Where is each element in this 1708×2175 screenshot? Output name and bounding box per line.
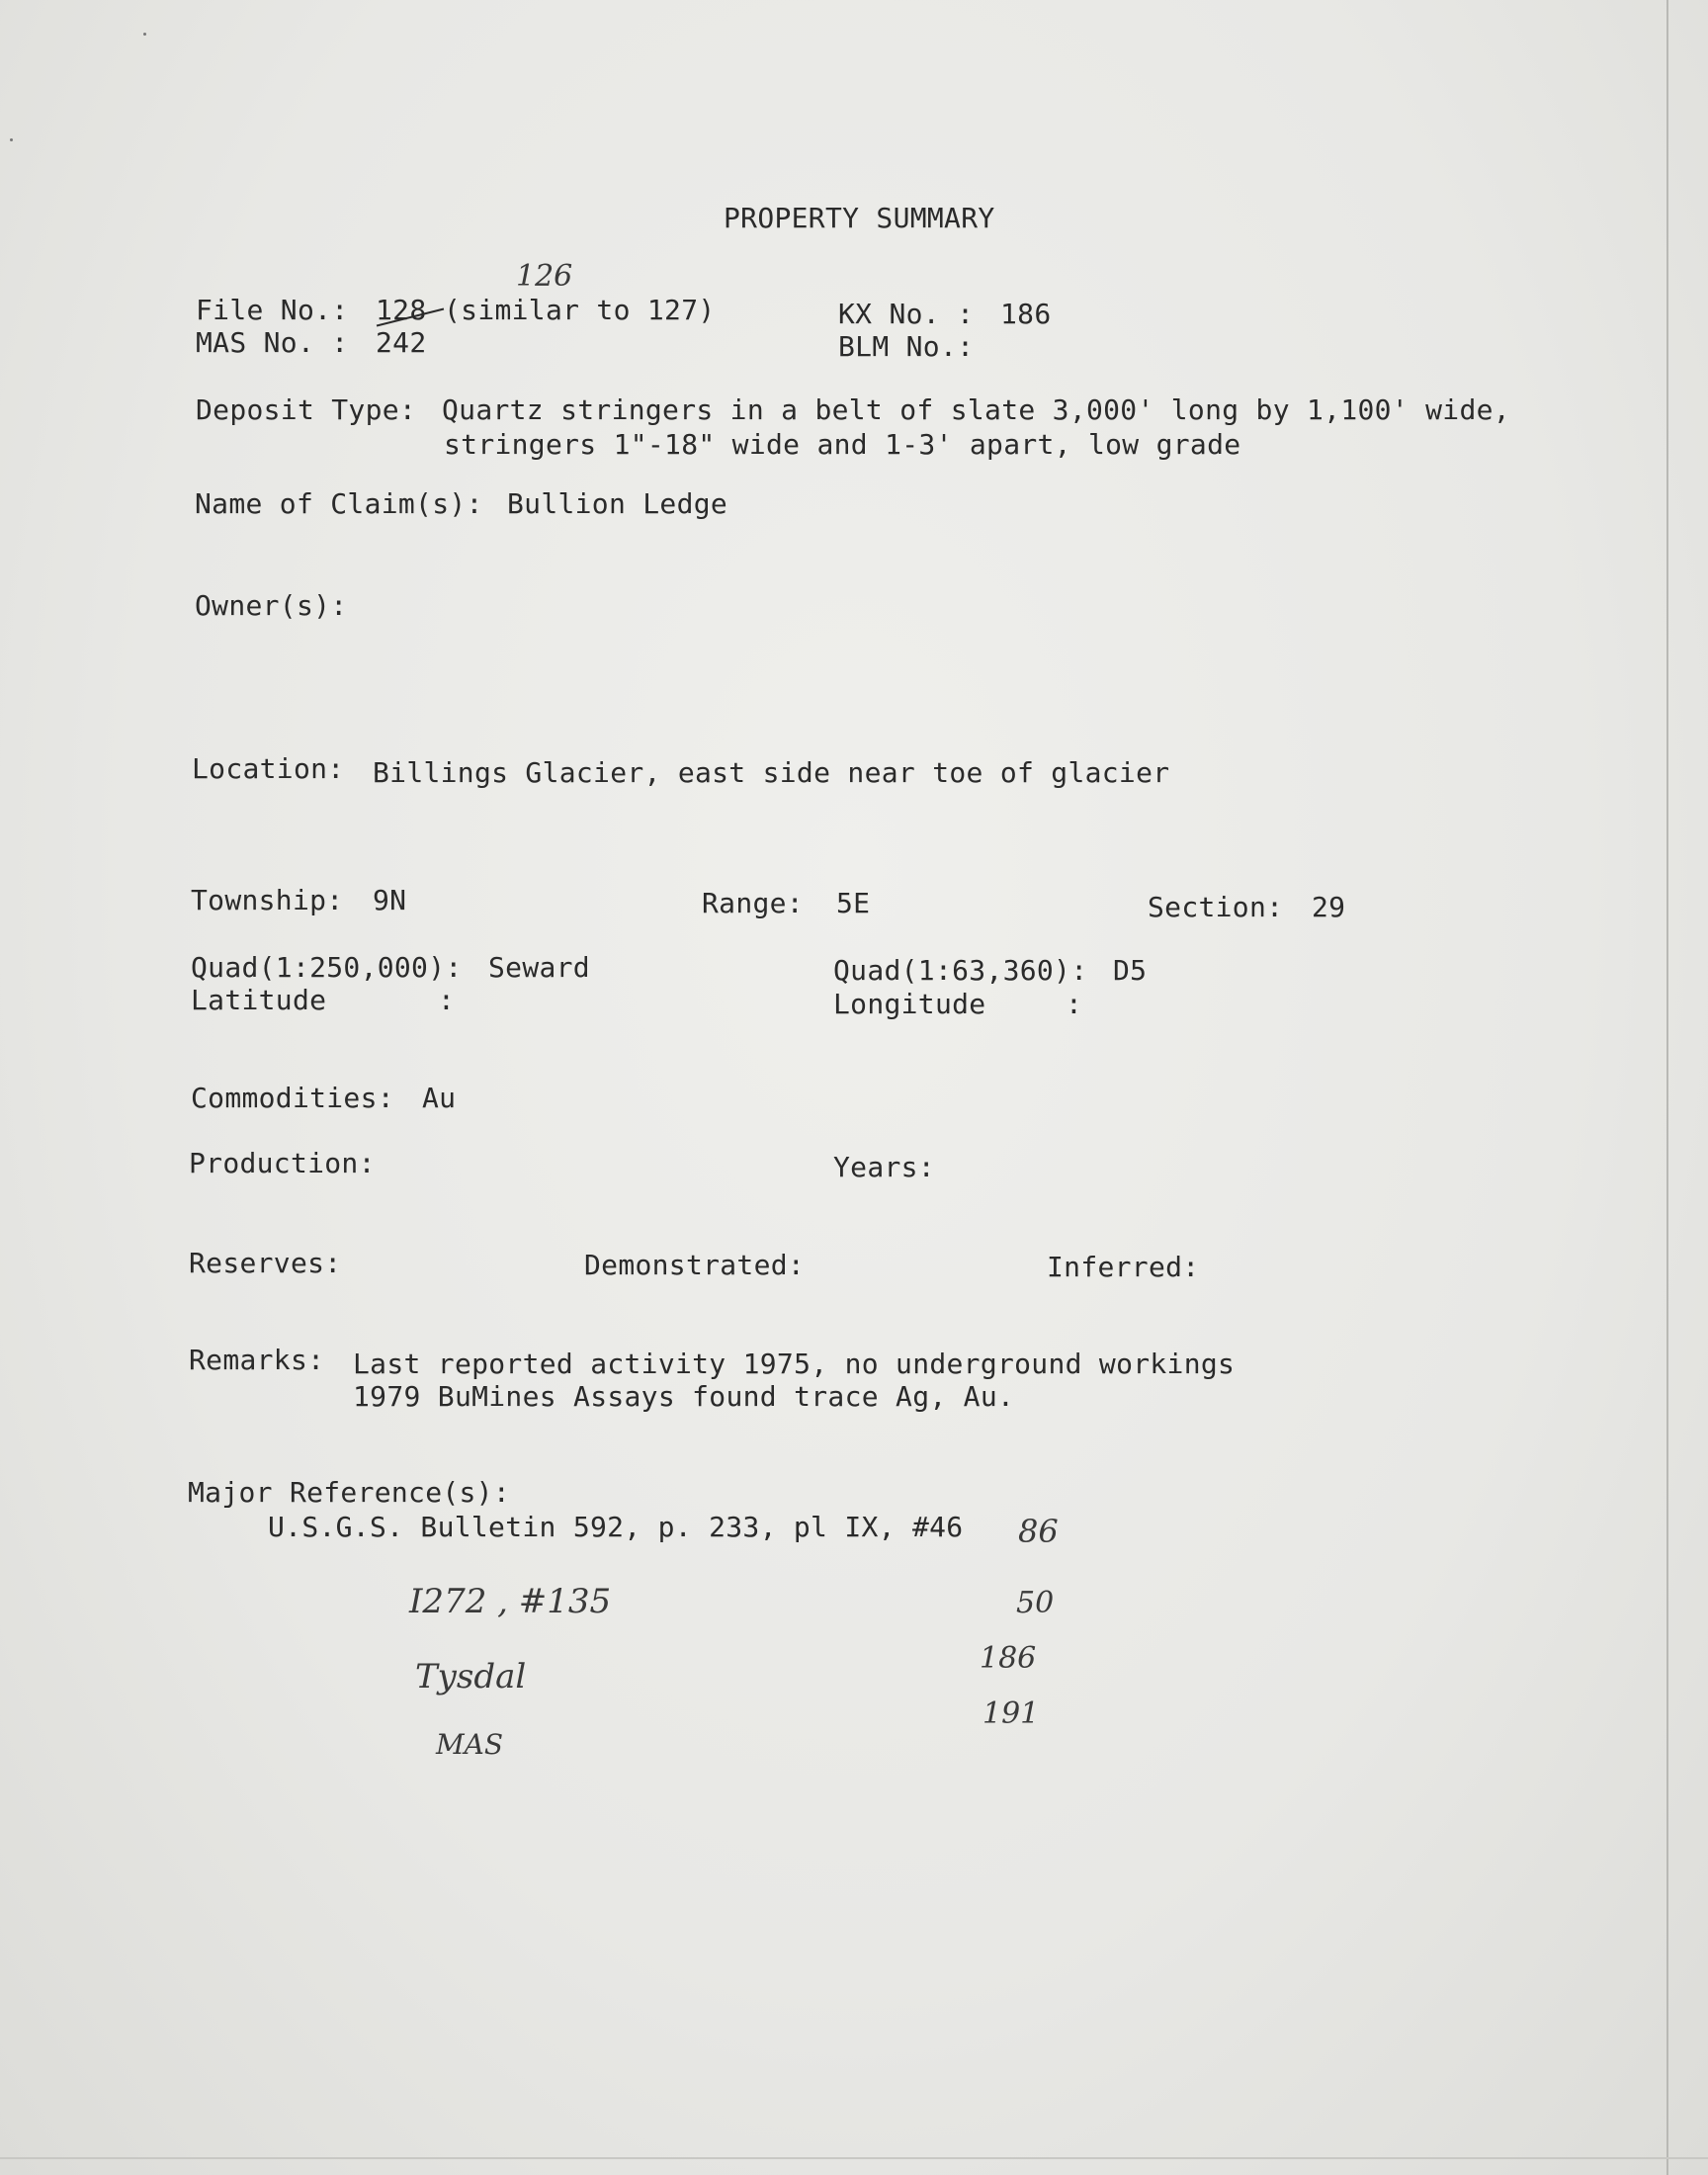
file-no-note: (similar to 127) [444,294,716,326]
commodities-value: Au [422,1082,457,1114]
handwritten-191: 191 [982,1696,1040,1731]
section-label: Section: [1148,891,1284,923]
page-edge-right [1666,0,1668,2175]
section-value: 29 [1312,891,1346,923]
reserves-label: Reserves: [189,1247,342,1279]
handwritten-86: 86 [1018,1513,1059,1550]
deposit-type-line1: Quartz stringers in a belt of slate 3,000' long by 1,100' wide, [442,393,1510,426]
quad-63k-label: Quad(1:63,360): [833,954,1088,987]
file-no-label: File No.: [196,294,349,326]
references-label: Major Reference(s): [188,1476,510,1509]
kx-no-label: KX No. : [838,298,975,330]
file-no-struck-value: 128 [376,294,427,326]
quad-250k-value: Seward [488,951,590,984]
handwritten-186: 186 [980,1641,1037,1676]
mas-no-value: 242 [376,326,427,359]
production-label: Production: [189,1147,376,1179]
page-title: PROPERTY SUMMARY [724,202,995,234]
scan-speck [143,33,146,36]
location-value: Billings Glacier, east side near toe of glacier [373,756,1170,789]
handwritten-tysdal: Tysdal [415,1657,527,1696]
reserves-demonstrated-label: Demonstrated: [584,1249,806,1281]
reserves-inferred-label: Inferred: [1047,1251,1200,1283]
deposit-type-line2: stringers 1"-18" wide and 1-3' apart, low grade [444,428,1241,461]
claims-label: Name of Claim(s): [195,487,483,520]
range-label: Range: [702,887,804,919]
remarks-line2: 1979 BuMines Assays found trace Ag, Au. [353,1380,1015,1413]
page-edge-bottom [0,2157,1708,2159]
commodities-label: Commodities: [191,1082,394,1114]
deposit-type-label: Deposit Type: [196,393,417,426]
latitude-label: Latitude [191,984,327,1016]
years-label: Years: [833,1151,935,1183]
longitude-label: Longitude [833,988,986,1020]
latitude-separator: : [438,984,456,1016]
quad-250k-label: Quad(1:250,000): [191,951,463,984]
location-label: Location: [192,752,345,785]
reference-line1: U.S.G.S. Bulletin 592, p. 233, pl IX, #46 [268,1511,964,1543]
township-value: 9N [373,884,407,916]
claims-value: Bullion Ledge [507,487,728,520]
scan-speck [10,138,13,141]
owners-label: Owner(s): [195,589,348,622]
handwritten-50: 50 [1016,1586,1055,1620]
remarks-label: Remarks: [189,1344,325,1376]
longitude-separator: : [1066,988,1083,1020]
range-value: 5E [836,887,871,919]
kx-no-value: 186 [1000,298,1052,330]
quad-63k-value: D5 [1113,954,1148,987]
file-no-handwritten-correction: 126 [516,259,573,294]
mas-no-label: MAS No. : [196,326,349,359]
blm-no-label: BLM No.: [838,330,975,363]
township-label: Township: [191,884,344,916]
remarks-line1: Last reported activity 1975, no underground workings [353,1348,1236,1380]
handwritten-mas: MAS [436,1728,504,1761]
handwritten-ref-i272: I272 , #135 [409,1582,612,1621]
